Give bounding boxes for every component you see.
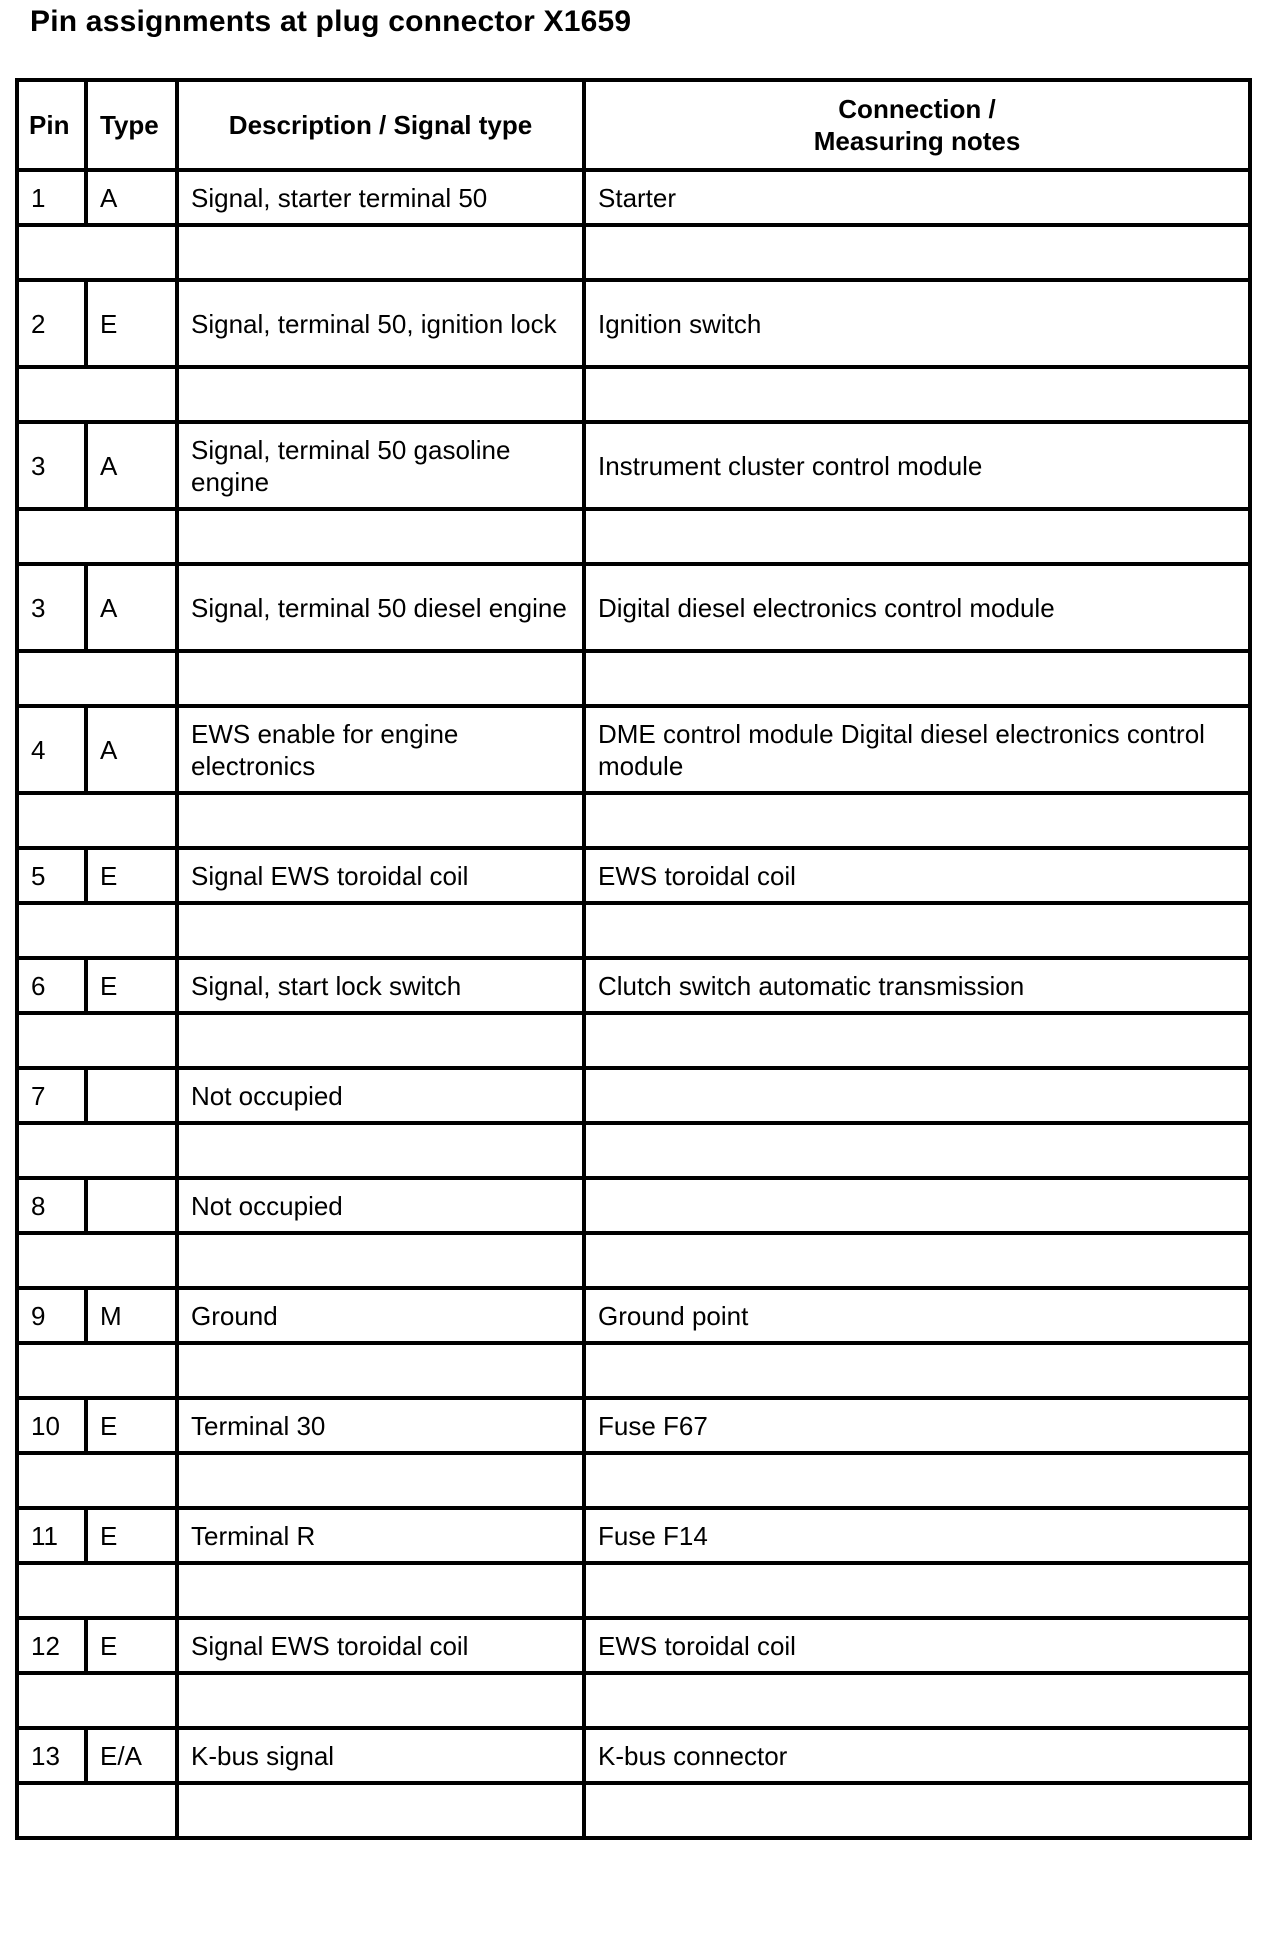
spacer-cell — [17, 1013, 177, 1068]
spacer-row — [17, 225, 1250, 280]
spacer-cell — [584, 1233, 1250, 1288]
table-row — [17, 280, 1250, 367]
spacer-row — [17, 1673, 1250, 1728]
cell-pin: 5 — [17, 848, 86, 903]
table-row — [17, 170, 1250, 225]
cell-pin: 9 — [17, 1288, 86, 1343]
spacer-cell — [177, 1673, 584, 1728]
cell-type: E — [86, 1398, 177, 1453]
cell-type: A — [86, 170, 177, 225]
spacer-cell — [177, 1123, 584, 1178]
cell-pin: 1 — [17, 170, 86, 225]
spacer-cell — [17, 1233, 177, 1288]
spacer-cell — [584, 793, 1250, 848]
table-header-row — [17, 80, 1250, 170]
spacer-row — [17, 1013, 1250, 1068]
cell-description: Signal, start lock switch — [177, 958, 584, 1013]
cell-pin: 4 — [17, 706, 86, 793]
cell-pin: 13 — [17, 1728, 86, 1783]
spacer-cell — [584, 1673, 1250, 1728]
spacer-cell — [17, 225, 177, 280]
cell-pin: 3 — [17, 422, 86, 509]
spacer-cell — [177, 1453, 584, 1508]
spacer-row — [17, 793, 1250, 848]
cell-connection: Digital diesel electronics control module — [584, 564, 1250, 651]
cell-connection: EWS toroidal coil — [584, 1618, 1250, 1673]
cell-type: E — [86, 280, 177, 367]
spacer-cell — [177, 367, 584, 422]
cell-connection: Fuse F14 — [584, 1508, 1250, 1563]
spacer-cell — [17, 1123, 177, 1178]
spacer-cell — [17, 1673, 177, 1728]
spacer-cell — [17, 651, 177, 706]
spacer-cell — [177, 793, 584, 848]
spacer-cell — [17, 367, 177, 422]
header-pin: Pin — [17, 80, 86, 170]
spacer-row — [17, 1783, 1250, 1838]
cell-pin: 11 — [17, 1508, 86, 1563]
cell-pin: 7 — [17, 1068, 86, 1123]
cell-pin: 8 — [17, 1178, 86, 1233]
table-row — [17, 958, 1250, 1013]
table-row — [17, 1618, 1250, 1673]
cell-type: A — [86, 422, 177, 509]
header-connection-line2: Measuring notes — [813, 126, 1021, 156]
spacer-cell — [17, 509, 177, 564]
cell-connection: Ground point — [584, 1288, 1250, 1343]
table-row — [17, 706, 1250, 793]
cell-type — [86, 1068, 177, 1123]
cell-type: E/A — [86, 1728, 177, 1783]
spacer-row — [17, 1453, 1250, 1508]
spacer-cell — [177, 1013, 584, 1068]
header-connection-line1: Connection / — [838, 94, 996, 124]
spacer-row — [17, 367, 1250, 422]
spacer-row — [17, 1233, 1250, 1288]
cell-type: E — [86, 1508, 177, 1563]
cell-description: Ground — [177, 1288, 584, 1343]
spacer-row — [17, 651, 1250, 706]
spacer-row — [17, 1123, 1250, 1178]
cell-pin: 2 — [17, 280, 86, 367]
table-row — [17, 1398, 1250, 1453]
cell-type: E — [86, 1618, 177, 1673]
spacer-cell — [584, 1563, 1250, 1618]
cell-type: A — [86, 706, 177, 793]
spacer-row — [17, 1343, 1250, 1398]
cell-connection — [584, 1068, 1250, 1123]
cell-connection: Fuse F67 — [584, 1398, 1250, 1453]
spacer-row — [17, 903, 1250, 958]
spacer-cell — [177, 1783, 584, 1838]
cell-description: Signal, starter terminal 50 — [177, 170, 584, 225]
cell-description: Signal, terminal 50, ignition lock — [177, 280, 584, 367]
cell-pin: 6 — [17, 958, 86, 1013]
spacer-cell — [584, 903, 1250, 958]
spacer-cell — [17, 793, 177, 848]
cell-connection: Starter — [584, 170, 1250, 225]
cell-pin: 10 — [17, 1398, 86, 1453]
cell-pin: 12 — [17, 1618, 86, 1673]
spacer-cell — [17, 903, 177, 958]
cell-description: Signal, terminal 50 diesel engine — [177, 564, 584, 651]
cell-pin: 3 — [17, 564, 86, 651]
table-row — [17, 1508, 1250, 1563]
spacer-cell — [177, 225, 584, 280]
spacer-cell — [584, 367, 1250, 422]
cell-connection: DME control module Digital diesel electronics control module — [584, 706, 1250, 793]
spacer-row — [17, 1563, 1250, 1618]
table-row — [17, 1728, 1250, 1783]
spacer-cell — [584, 509, 1250, 564]
header-connection — [584, 80, 1250, 170]
table-row — [17, 848, 1250, 903]
cell-type: E — [86, 848, 177, 903]
page-title: Pin assignments at plug connector X1659 — [30, 5, 632, 38]
cell-description: EWS enable for engine electronics — [177, 706, 584, 793]
spacer-cell — [584, 225, 1250, 280]
spacer-cell — [17, 1453, 177, 1508]
table-row — [17, 1288, 1250, 1343]
cell-connection: Ignition switch — [584, 280, 1250, 367]
cell-description: Not occupied — [177, 1178, 584, 1233]
cell-connection — [584, 1178, 1250, 1233]
table-row — [17, 1068, 1250, 1123]
table-row — [17, 564, 1250, 651]
spacer-cell — [177, 1233, 584, 1288]
cell-type: E — [86, 958, 177, 1013]
spacer-cell — [584, 1783, 1250, 1838]
spacer-cell — [584, 651, 1250, 706]
spacer-cell — [17, 1343, 177, 1398]
header-description: Description / Signal type — [177, 80, 584, 170]
cell-connection: K-bus connector — [584, 1728, 1250, 1783]
header-type: Type — [86, 80, 177, 170]
cell-type — [86, 1178, 177, 1233]
cell-connection: EWS toroidal coil — [584, 848, 1250, 903]
spacer-cell — [584, 1343, 1250, 1398]
pin-assignment-table — [15, 78, 1252, 1840]
cell-type: A — [86, 564, 177, 651]
cell-description: Signal, terminal 50 gasoline engine — [177, 422, 584, 509]
table-row — [17, 1178, 1250, 1233]
cell-description: Terminal R — [177, 1508, 584, 1563]
spacer-cell — [17, 1783, 177, 1838]
cell-description: Signal EWS toroidal coil — [177, 1618, 584, 1673]
spacer-cell — [584, 1013, 1250, 1068]
cell-connection: Instrument cluster control module — [584, 422, 1250, 509]
spacer-row — [17, 509, 1250, 564]
spacer-cell — [177, 509, 584, 564]
cell-description: K-bus signal — [177, 1728, 584, 1783]
spacer-cell — [584, 1453, 1250, 1508]
cell-connection: Clutch switch automatic transmission — [584, 958, 1250, 1013]
cell-type: M — [86, 1288, 177, 1343]
spacer-cell — [584, 1123, 1250, 1178]
cell-description: Terminal 30 — [177, 1398, 584, 1453]
spacer-cell — [177, 1343, 584, 1398]
spacer-cell — [177, 903, 584, 958]
spacer-cell — [177, 651, 584, 706]
spacer-cell — [177, 1563, 584, 1618]
table-row — [17, 422, 1250, 509]
cell-description: Not occupied — [177, 1068, 584, 1123]
cell-description: Signal EWS toroidal coil — [177, 848, 584, 903]
spacer-cell — [17, 1563, 177, 1618]
